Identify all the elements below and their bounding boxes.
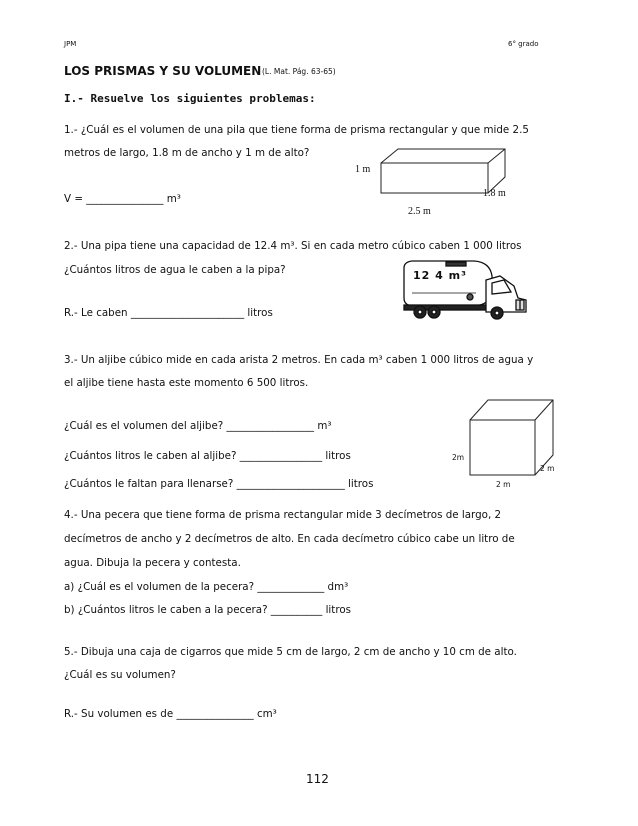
p1-line2: metros de largo, 1.8 m de ancho y 1 m de alto? (64, 147, 310, 159)
p1-length-label: 2.5 m (408, 206, 431, 217)
p5-line2: ¿Cuál es su volumen? (64, 669, 176, 681)
p4-line3: agua. Dibuja la pecera y contesta. (64, 557, 241, 569)
p5-line1: 5.- Dibuja una caja de cigarros que mide 5 cm de largo, 2 cm de ancho y 10 cm de alto. (64, 646, 517, 658)
p3-line1: 3.- Un aljibe cúbico mide en cada arista 2 metros. En cada m³ caben 1 000 litros de agua y (64, 354, 534, 366)
p2-line2: ¿Cuántos litros de agua le caben a la pipa? (64, 264, 286, 276)
cube-depth-label: 2 m (540, 464, 555, 473)
section-heading: I.- Resuelve los siguientes problemas: (64, 92, 316, 105)
p3-line2: el aljibe tiene hasta este momento 6 500 litros. (64, 377, 309, 389)
page-title: LOS PRISMAS Y SU VOLUMEN (64, 64, 262, 78)
page-number: 112 (306, 772, 329, 786)
p1-height-label: 1 m (355, 164, 371, 175)
p4-line1: 4.- Una pecera que tiene forma de prisma rectangular mide 3 decímetros de largo, 2 (64, 509, 502, 521)
truck-capacity-label: 12 4 m³ (413, 269, 467, 282)
p4-line2: decímetros de ancho y 2 decímetros de alto. En cada decímetro cúbico cabe un litro de (64, 533, 515, 545)
p3-question-volume: ¿Cuál es el volumen del aljibe? _________________ m³ (64, 420, 332, 432)
book-reference: (L. Mat. Pág. 63-65) (262, 67, 336, 76)
cube-height-label: 2m (452, 453, 465, 462)
p1-line1: 1.- ¿Cuál es el volumen de una pila que tiene forma de prisma rectangular y que mide 2.5 (64, 124, 529, 136)
p2-answer: R.- Le caben ______________________ litros (64, 307, 273, 319)
p3-question-missing: ¿Cuántos le faltan para llenarse? _____________________ litros (64, 478, 374, 490)
p3-question-capacity: ¿Cuántos litros le caben al aljibe? ________________ litros (64, 450, 351, 462)
header-right: 6° grado (508, 40, 539, 48)
p2-line1: 2.- Una pipa tiene una capacidad de 12.4 m³. Si en cada metro cúbico caben 1 000 litros (64, 240, 522, 252)
p4-question-a: a) ¿Cuál es el volumen de la pecera? _____________ dm³ (64, 581, 349, 593)
p4-question-b: b) ¿Cuántos litros le caben a la pecera? __________ litros (64, 604, 351, 616)
header-left: JPM (64, 40, 77, 48)
cube-width-label: 2 m (496, 480, 511, 489)
p1-width-label: 1.8 m (483, 188, 506, 199)
p5-answer: R.- Su volumen es de _______________ cm³ (64, 708, 277, 720)
p1-answer: V = _______________ m³ (64, 193, 181, 205)
